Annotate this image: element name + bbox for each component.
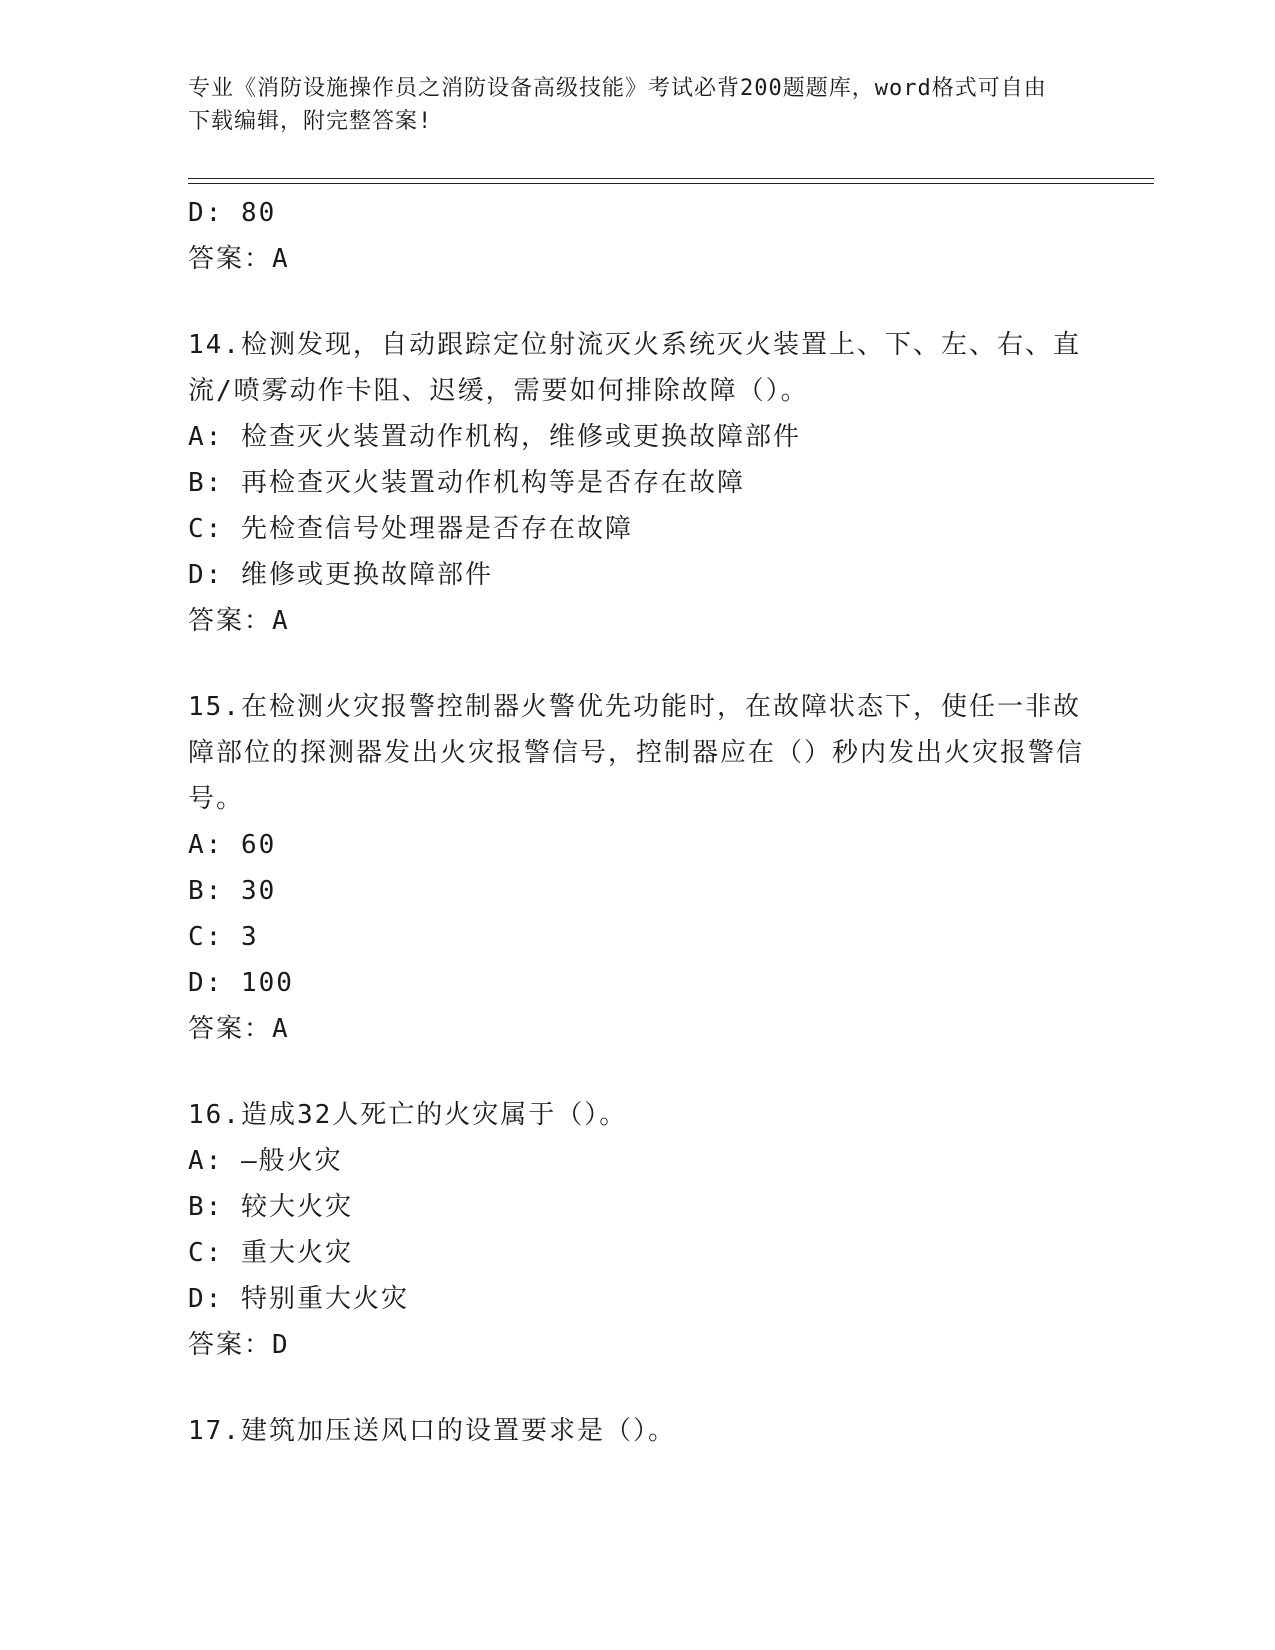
question-stem: 15.在检测火灾报警控制器火警优先功能时，在故障状态下，使任一非故障部位的探测器发出火灾报警信号，控制器应在（）秒内发出火灾报警信号。 [188, 692, 1085, 814]
option-c: C: 先检查信号处理器是否存在故障 [188, 514, 633, 544]
option-d: D: 特别重大火灾 [188, 1284, 409, 1314]
answer-line: 答案：A [188, 606, 290, 636]
option-d: D: 80 [188, 198, 277, 228]
option-b: B: 再检查灭火装置动作机构等是否存在故障 [188, 468, 745, 498]
question-17 [188, 1408, 1088, 1454]
question-stem: 17.建筑加压送风口的设置要求是（）。 [188, 1416, 676, 1446]
question-content [188, 190, 1088, 1454]
document-header: 专业《消防设施操作员之消防设备高级技能》考试必背200题题库，word格式可自由下载编辑，附完整答案! [188, 76, 1047, 134]
question-14 [188, 322, 1088, 644]
option-c: C: 重大火灾 [188, 1238, 353, 1268]
option-c: C: 3 [188, 922, 259, 952]
option-d: D: 维修或更换故障部件 [188, 560, 493, 590]
option-a: A: —般火灾 [188, 1146, 343, 1176]
option-a: A: 60 [188, 830, 277, 860]
question-15 [188, 684, 1088, 1052]
option-b: B: 较大火灾 [188, 1192, 353, 1222]
question-stem: 16.造成32人死亡的火灾属于（）。 [188, 1100, 628, 1130]
answer-line: 答案：A [188, 244, 290, 274]
question-stem: 14.检测发现，自动跟踪定位射流灭火系统灭火装置上、下、左、右、直流/喷雾动作卡阻、迟缓，需要如何排除故障（）。 [188, 330, 1081, 406]
header-divider [188, 178, 1154, 184]
previous-question-tail [188, 190, 1088, 282]
option-b: B: 30 [188, 876, 277, 906]
option-a: A: 检查灭火装置动作机构，维修或更换故障部件 [188, 422, 801, 452]
question-16 [188, 1092, 1088, 1368]
answer-line: 答案：D [188, 1330, 290, 1360]
answer-line: 答案：A [188, 1014, 290, 1044]
option-d: D: 100 [188, 968, 294, 998]
